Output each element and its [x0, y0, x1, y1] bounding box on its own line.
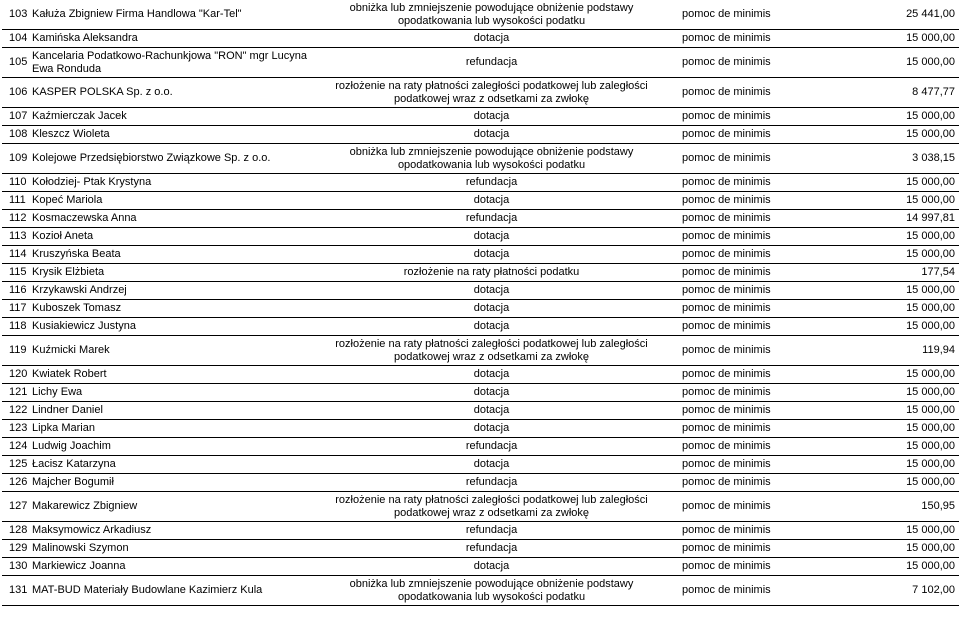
recipient-name: Majcher Bogumił	[29, 474, 319, 492]
table-row	[2, 144, 959, 174]
row-number: 129	[2, 540, 29, 558]
table-row	[2, 558, 959, 576]
aid-type: pomoc de minimis	[664, 420, 814, 438]
table-row	[2, 108, 959, 126]
row-number: 125	[2, 456, 29, 474]
aid-type: pomoc de minimis	[664, 30, 814, 48]
aid-amount: 14 997,81	[814, 210, 959, 228]
table-row	[2, 246, 959, 264]
recipient-name: Kleszcz Wioleta	[29, 126, 319, 144]
row-number: 123	[2, 420, 29, 438]
aid-form: obniżka lub zmniejszenie powodujące obniżenie podstawy opodatkowania lub wysokości podatku	[319, 0, 664, 30]
recipient-name: Kołodziej- Ptak Krystyna	[29, 174, 319, 192]
table-row	[2, 0, 959, 30]
row-number: 122	[2, 402, 29, 420]
aid-amount: 7 102,00	[814, 576, 959, 606]
table-row	[2, 576, 959, 606]
aid-form: dotacja	[319, 192, 664, 210]
aid-type: pomoc de minimis	[664, 210, 814, 228]
row-number: 103	[2, 0, 29, 30]
recipient-name: Malinowski Szymon	[29, 540, 319, 558]
table-row	[2, 384, 959, 402]
aid-form: dotacja	[319, 30, 664, 48]
aid-form: dotacja	[319, 228, 664, 246]
aid-form: obniżka lub zmniejszenie powodujące obniżenie podstawy opodatkowania lub wysokości podatku	[319, 144, 664, 174]
row-number: 115	[2, 264, 29, 282]
aid-amount: 15 000,00	[814, 384, 959, 402]
aid-amount: 15 000,00	[814, 192, 959, 210]
aid-type: pomoc de minimis	[664, 144, 814, 174]
aid-recipients-table	[2, 0, 959, 606]
recipient-name: Kaźmierczak Jacek	[29, 108, 319, 126]
recipient-name: Kwiatek Robert	[29, 366, 319, 384]
aid-form: refundacja	[319, 438, 664, 456]
aid-type: pomoc de minimis	[664, 318, 814, 336]
aid-form: dotacja	[319, 384, 664, 402]
aid-form: refundacja	[319, 522, 664, 540]
aid-form: obniżka lub zmniejszenie powodujące obniżenie podstawy opodatkowania lub wysokości podatku	[319, 576, 664, 606]
table-row	[2, 228, 959, 246]
aid-type: pomoc de minimis	[664, 228, 814, 246]
aid-form: dotacja	[319, 300, 664, 318]
aid-form: rozłożenie na raty płatności zaległości podatkowej lub zaległości podatkowej wraz z odsetkami za zwłokę	[319, 336, 664, 366]
table-row	[2, 192, 959, 210]
aid-type: pomoc de minimis	[664, 108, 814, 126]
aid-type: pomoc de minimis	[664, 192, 814, 210]
aid-form: dotacja	[319, 456, 664, 474]
aid-type: pomoc de minimis	[664, 576, 814, 606]
recipient-name: Kuźmicki Marek	[29, 336, 319, 366]
row-number: 130	[2, 558, 29, 576]
table-row	[2, 366, 959, 384]
row-number: 116	[2, 282, 29, 300]
aid-amount: 15 000,00	[814, 30, 959, 48]
aid-amount: 177,54	[814, 264, 959, 282]
recipient-name: Krysik Elżbieta	[29, 264, 319, 282]
aid-form: refundacja	[319, 174, 664, 192]
aid-type: pomoc de minimis	[664, 0, 814, 30]
aid-form: dotacja	[319, 558, 664, 576]
aid-amount: 15 000,00	[814, 174, 959, 192]
aid-type: pomoc de minimis	[664, 264, 814, 282]
aid-amount: 15 000,00	[814, 366, 959, 384]
aid-form: dotacja	[319, 126, 664, 144]
table-row	[2, 174, 959, 192]
aid-form: refundacja	[319, 474, 664, 492]
aid-type: pomoc de minimis	[664, 78, 814, 108]
aid-form: refundacja	[319, 48, 664, 78]
recipient-name: Kamińska Aleksandra	[29, 30, 319, 48]
aid-type: pomoc de minimis	[664, 300, 814, 318]
row-number: 114	[2, 246, 29, 264]
table-row	[2, 210, 959, 228]
aid-type: pomoc de minimis	[664, 492, 814, 522]
aid-amount: 15 000,00	[814, 474, 959, 492]
aid-type: pomoc de minimis	[664, 402, 814, 420]
aid-type: pomoc de minimis	[664, 366, 814, 384]
row-number: 108	[2, 126, 29, 144]
table-row	[2, 540, 959, 558]
table-row	[2, 126, 959, 144]
recipient-name: Makarewicz Zbigniew	[29, 492, 319, 522]
row-number: 128	[2, 522, 29, 540]
recipient-name: Kolejowe Przedsiębiorstwo Związkowe Sp. z o.o.	[29, 144, 319, 174]
row-number: 117	[2, 300, 29, 318]
recipient-name: Kuboszek Tomasz	[29, 300, 319, 318]
recipient-name: Kałuża Zbigniew Firma Handlowa "Kar-Tel"	[29, 0, 319, 30]
table-row	[2, 456, 959, 474]
aid-type: pomoc de minimis	[664, 438, 814, 456]
aid-form: dotacja	[319, 402, 664, 420]
table-row	[2, 438, 959, 456]
row-number: 112	[2, 210, 29, 228]
recipient-name: KASPER POLSKA Sp. z o.o.	[29, 78, 319, 108]
recipient-name: Kozioł Aneta	[29, 228, 319, 246]
aid-form: dotacja	[319, 246, 664, 264]
aid-type: pomoc de minimis	[664, 558, 814, 576]
aid-type: pomoc de minimis	[664, 540, 814, 558]
recipient-name: Kosmaczewska Anna	[29, 210, 319, 228]
aid-form: rozłożenie na raty płatności zaległości podatkowej lub zaległości podatkowej wraz z odsetkami za zwłokę	[319, 78, 664, 108]
row-number: 131	[2, 576, 29, 606]
aid-type: pomoc de minimis	[664, 174, 814, 192]
aid-amount: 15 000,00	[814, 540, 959, 558]
aid-form: rozłożenie na raty płatności zaległości podatkowej lub zaległości podatkowej wraz z odsetkami za zwłokę	[319, 492, 664, 522]
table-row	[2, 78, 959, 108]
aid-type: pomoc de minimis	[664, 384, 814, 402]
aid-type: pomoc de minimis	[664, 282, 814, 300]
recipient-name: Ludwig Joachim	[29, 438, 319, 456]
table-body	[2, 0, 959, 606]
aid-type: pomoc de minimis	[664, 456, 814, 474]
table-row	[2, 264, 959, 282]
recipient-name: Lichy Ewa	[29, 384, 319, 402]
recipient-name: Kusiakiewicz Justyna	[29, 318, 319, 336]
table-row	[2, 30, 959, 48]
table-row	[2, 318, 959, 336]
recipient-name: Krzykawski Andrzej	[29, 282, 319, 300]
aid-form: dotacja	[319, 366, 664, 384]
aid-amount: 15 000,00	[814, 522, 959, 540]
aid-amount: 15 000,00	[814, 228, 959, 246]
row-number: 104	[2, 30, 29, 48]
row-number: 105	[2, 48, 29, 78]
table-row	[2, 282, 959, 300]
recipient-name: Lipka Marian	[29, 420, 319, 438]
recipient-name: Kancelaria Podatkowo-Rachunkjowa "RON" mgr Lucyna Ewa Ronduda	[29, 48, 319, 78]
recipient-name: Łacisz Katarzyna	[29, 456, 319, 474]
aid-amount: 15 000,00	[814, 246, 959, 264]
recipient-name: MAT-BUD Materiały Budowlane Kazimierz Kula	[29, 576, 319, 606]
aid-amount: 15 000,00	[814, 282, 959, 300]
table-row	[2, 474, 959, 492]
aid-form: rozłożenie na raty płatności podatku	[319, 264, 664, 282]
aid-form: dotacja	[319, 420, 664, 438]
aid-form: dotacja	[319, 282, 664, 300]
aid-amount: 15 000,00	[814, 558, 959, 576]
aid-type: pomoc de minimis	[664, 246, 814, 264]
row-number: 113	[2, 228, 29, 246]
row-number: 119	[2, 336, 29, 366]
aid-type: pomoc de minimis	[664, 126, 814, 144]
recipient-name: Maksymowicz Arkadiusz	[29, 522, 319, 540]
row-number: 111	[2, 192, 29, 210]
aid-amount: 15 000,00	[814, 402, 959, 420]
aid-amount: 3 038,15	[814, 144, 959, 174]
aid-amount: 15 000,00	[814, 48, 959, 78]
recipient-name: Kopeć Mariola	[29, 192, 319, 210]
row-number: 106	[2, 78, 29, 108]
aid-amount: 119,94	[814, 336, 959, 366]
row-number: 121	[2, 384, 29, 402]
recipient-name: Lindner Daniel	[29, 402, 319, 420]
row-number: 110	[2, 174, 29, 192]
aid-form: dotacja	[319, 108, 664, 126]
aid-form: refundacja	[319, 210, 664, 228]
aid-amount: 15 000,00	[814, 456, 959, 474]
aid-amount: 15 000,00	[814, 126, 959, 144]
row-number: 118	[2, 318, 29, 336]
recipient-name: Markiewicz Joanna	[29, 558, 319, 576]
recipient-name: Kruszyńska Beata	[29, 246, 319, 264]
row-number: 120	[2, 366, 29, 384]
aid-amount: 15 000,00	[814, 420, 959, 438]
table-row	[2, 48, 959, 78]
aid-amount: 15 000,00	[814, 318, 959, 336]
row-number: 127	[2, 492, 29, 522]
aid-amount: 15 000,00	[814, 108, 959, 126]
row-number: 109	[2, 144, 29, 174]
aid-type: pomoc de minimis	[664, 48, 814, 78]
aid-type: pomoc de minimis	[664, 336, 814, 366]
table-row	[2, 492, 959, 522]
table-row	[2, 402, 959, 420]
row-number: 107	[2, 108, 29, 126]
row-number: 126	[2, 474, 29, 492]
table-row	[2, 522, 959, 540]
aid-type: pomoc de minimis	[664, 522, 814, 540]
aid-amount: 8 477,77	[814, 78, 959, 108]
table-row	[2, 420, 959, 438]
table-row	[2, 300, 959, 318]
aid-amount: 25 441,00	[814, 0, 959, 30]
table-row	[2, 336, 959, 366]
aid-amount: 150,95	[814, 492, 959, 522]
aid-form: refundacja	[319, 540, 664, 558]
aid-form: dotacja	[319, 318, 664, 336]
row-number: 124	[2, 438, 29, 456]
aid-amount: 15 000,00	[814, 438, 959, 456]
aid-type: pomoc de minimis	[664, 474, 814, 492]
aid-amount: 15 000,00	[814, 300, 959, 318]
